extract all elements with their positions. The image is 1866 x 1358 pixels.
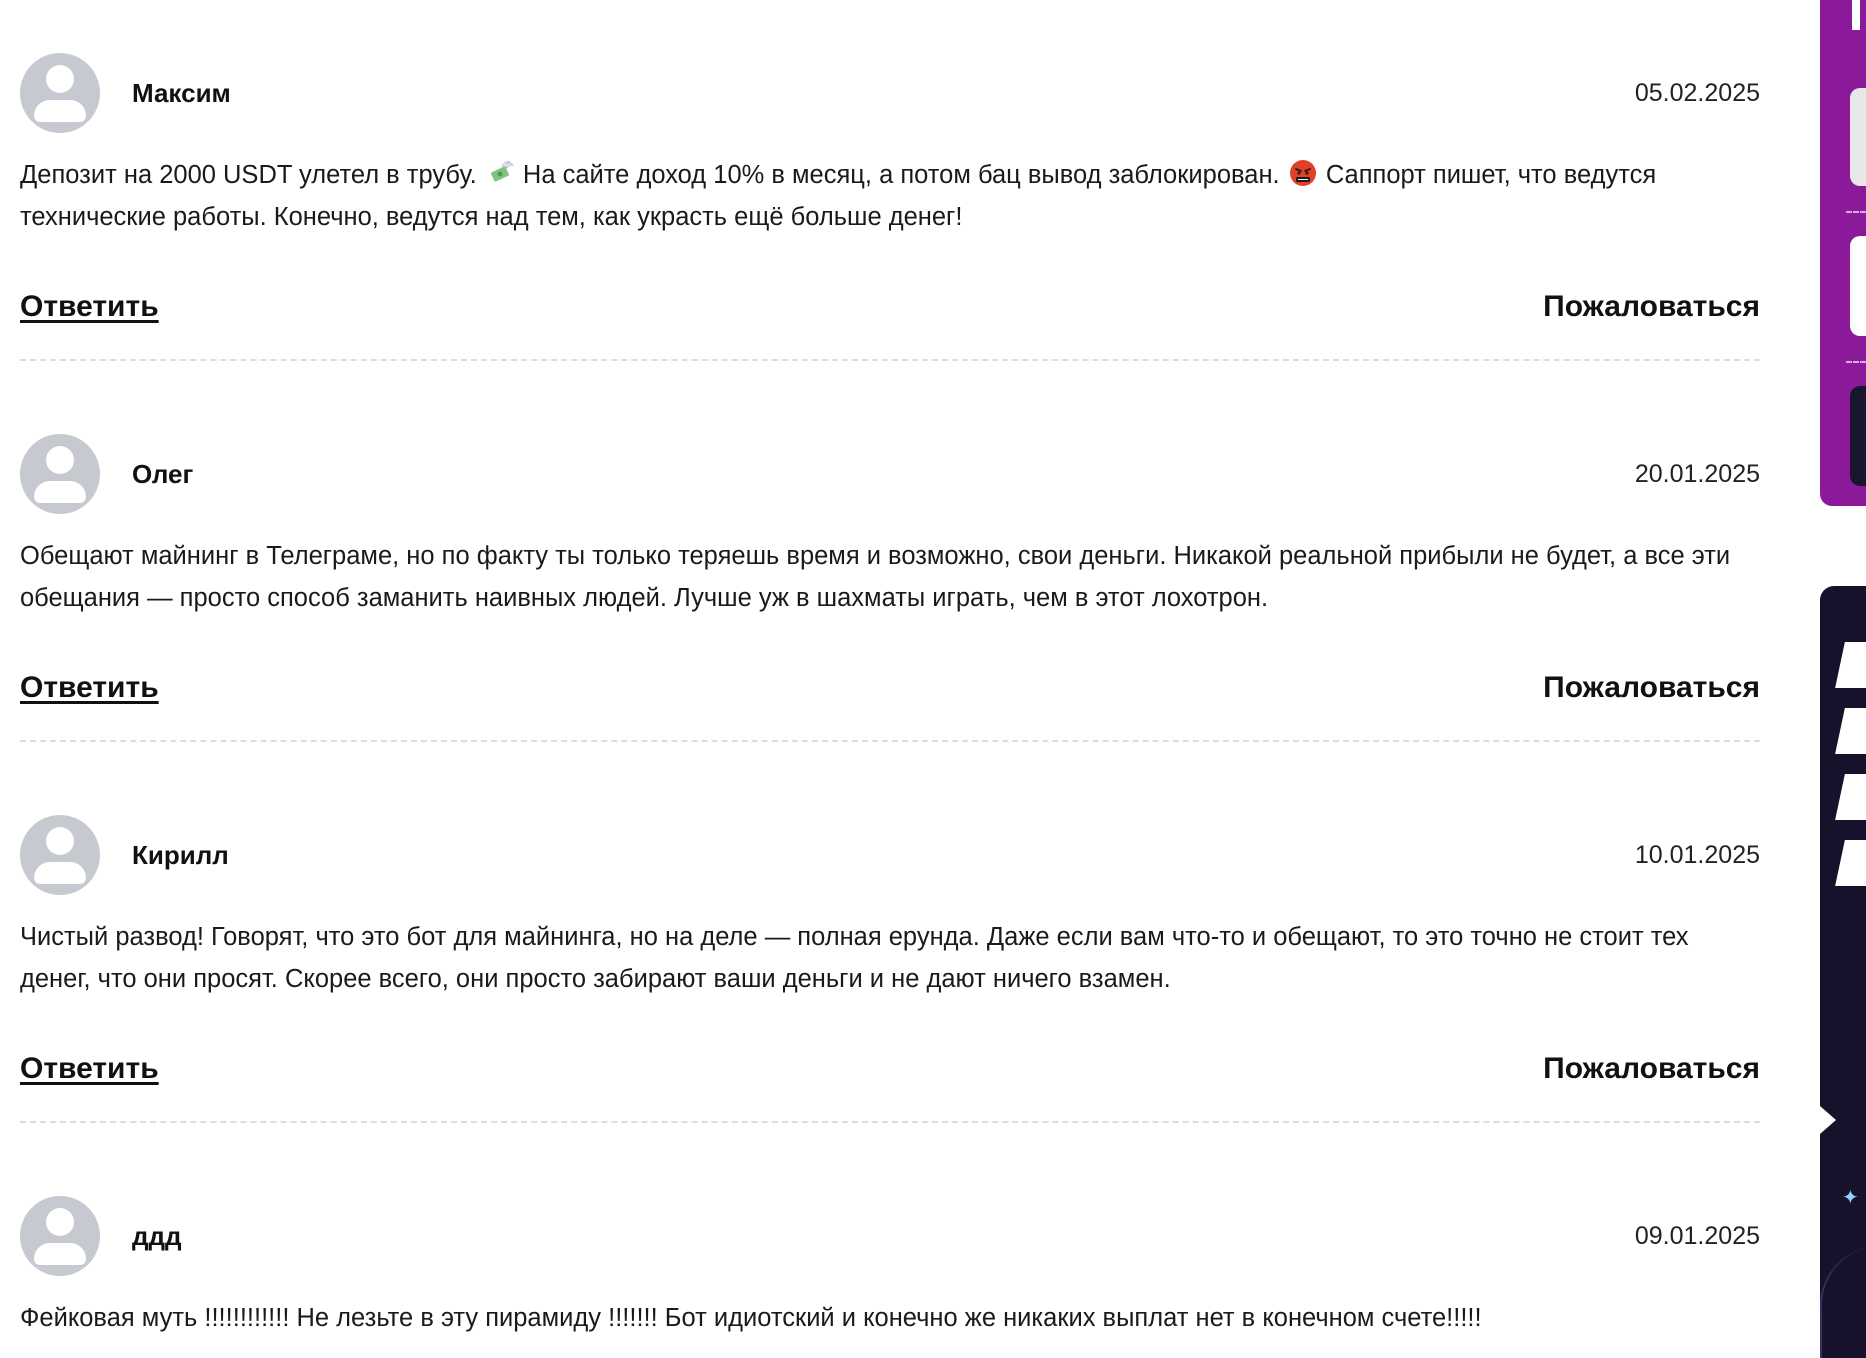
comment-author: Максим [132,78,231,108]
comment-author: ддд [132,1221,182,1251]
banner-heading-fragment [1835,642,1866,688]
comment-author: Кирилл [132,840,229,870]
comment-text [20,154,1740,238]
sidebar-divider [1846,361,1866,363]
comment-author: Олег [132,459,194,489]
comment-item [20,0,1760,381]
comment-text-part: На сайте доход 10% в месяц, а потом бац вывод заблокирован. [522,161,1280,189]
comment-text: Чистый развод! Говорят, что это бот для майнинга, но на деле — полная ерунда. Даже если вам что-то и обещают, то это точно не стоит тех денег, что они просят. Скорее всего, они просто забирают ваши деньги и не дают ничего взамен. [20,923,1689,993]
banner-heading-fragment [1835,840,1866,886]
sidebar-heading-fragment [1852,0,1860,30]
comment-text: Обещают майнинг в Телеграме, но по факту ты только теряешь время и возможно, свои деньги. Никакой реальной прибыли не будет, а все эти обещания — просто способ заманить наивных людей. Лучше уж в шахматы играть, чем в этот лохотрон. [20,542,1731,612]
comment-text: Фейковая муть !!!!!!!!!!!! Не лезьте в эту пирамиду !!!!!!! Бот идиотский и конечно же никаких выплат нет в конечном счете!!!!! [20,1304,1482,1332]
avatar-head-shape [46,446,74,474]
comment-divider [20,359,1760,361]
comment-date: 10.01.2025 [1634,841,1760,869]
comment-divider [20,740,1760,742]
angry-face-icon [1289,159,1317,187]
sidebar-card[interactable] [1850,386,1866,486]
sidebar-promo-panel [1820,0,1866,506]
comment-item [20,762,1760,1143]
banner-decor-shape [1820,1106,1836,1134]
sidebar-banner[interactable] [1820,586,1866,1358]
avatar [20,815,100,895]
reply-link[interactable]: Ответить [20,290,159,323]
sparkle-icon: ✦ [1842,1187,1859,1209]
avatar-body-shape [34,481,86,503]
banner-decor-arc [1820,1246,1866,1358]
report-link[interactable]: Пожаловаться [1543,671,1760,704]
avatar-body-shape [34,862,86,884]
avatar [20,434,100,514]
sidebar-card[interactable] [1850,88,1866,186]
sidebar-divider [1846,211,1866,213]
avatar-head-shape [46,1208,74,1236]
avatar-head-shape [46,827,74,855]
comment-item [20,1143,1760,1358]
avatar-head-shape [46,65,74,93]
avatar [20,1196,100,1276]
comment-item [20,381,1760,762]
avatar-body-shape [34,1243,86,1265]
sidebar-card[interactable] [1850,236,1866,336]
comment-date: 20.01.2025 [1634,460,1760,488]
avatar [20,53,100,133]
banner-heading-fragment [1835,774,1866,820]
report-link[interactable]: Пожаловаться [1543,290,1760,323]
comment-date: 05.02.2025 [1634,79,1760,107]
money-with-wings-icon [486,159,514,187]
comment-date: 09.01.2025 [1634,1222,1760,1250]
reply-link[interactable]: Ответить [20,671,159,704]
comments-list [20,0,1760,1358]
report-link[interactable]: Пожаловаться [1543,1052,1760,1085]
banner-heading-fragment [1835,708,1866,754]
comment-text-part: Депозит на 2000 USDT улетел в трубу. [20,161,477,189]
comment-text-part: Саппорт пишет, что ведутся технические работы. Конечно, ведутся над тем, как украсть ещё больше денег! [20,161,1657,231]
reply-link[interactable]: Ответить [20,1052,159,1085]
comment-divider [20,1121,1760,1123]
avatar-body-shape [34,100,86,122]
